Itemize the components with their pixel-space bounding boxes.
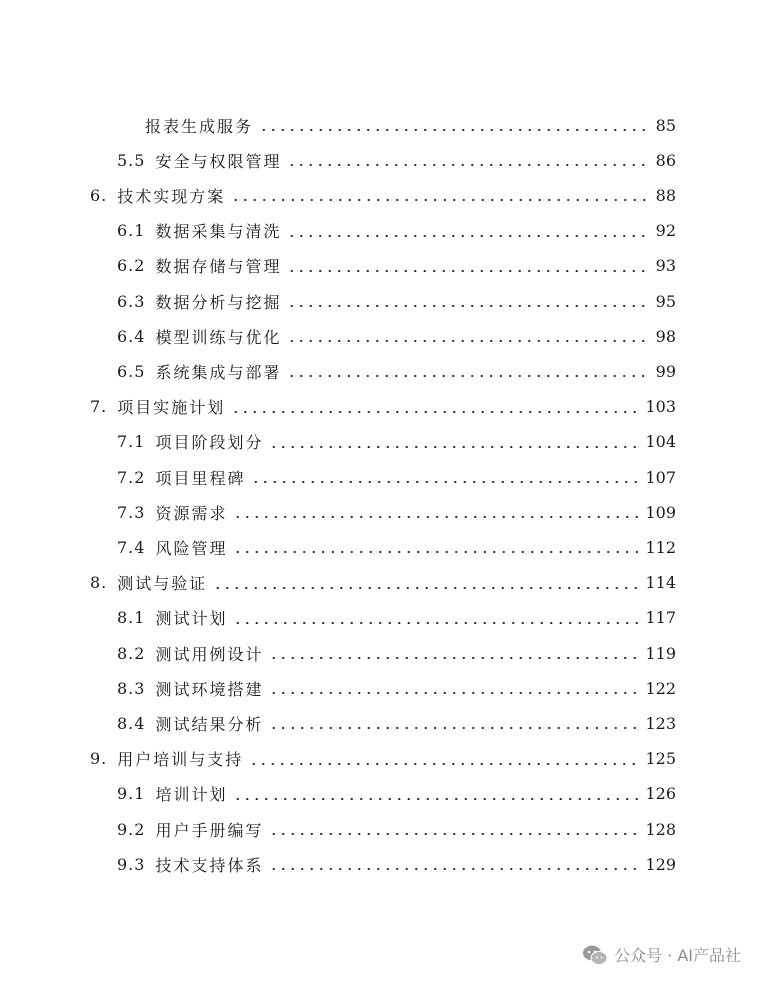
toc-entry-page-number: 86 [655, 150, 676, 170]
toc-entry[interactable] [145, 110, 676, 140]
toc-entry-number: 8.1 [117, 608, 146, 628]
toc-dot-leader [269, 833, 641, 835]
toc-entry-title: 项目实施计划 [117, 398, 226, 418]
toc-dot-leader [269, 446, 641, 448]
toc-entry-title: 测试用例设计 [155, 644, 264, 664]
toc-entry-number: 8.2 [117, 643, 146, 663]
toc-entry-page-number: 109 [645, 502, 676, 522]
watermark-text: 公众号 · AI产品社 [614, 946, 741, 965]
toc-entry-number: 8.3 [117, 678, 146, 698]
toc-entry-page-number: 123 [645, 713, 676, 733]
toc-entry[interactable] [117, 286, 676, 316]
toc-entry[interactable] [117, 673, 676, 703]
toc-entry-number: 9.1 [117, 784, 146, 804]
toc-entry-title: 测试结果分析 [155, 714, 264, 734]
wechat-official-account-icon [582, 944, 608, 966]
toc-dot-leader [287, 270, 646, 272]
toc-entry-title: 安全与权限管理 [155, 151, 282, 171]
toc-dot-leader [287, 164, 646, 166]
toc-entry-title: 培训计划 [155, 785, 228, 805]
toc-entry-title: 数据采集与清洗 [155, 222, 282, 242]
toc-entry[interactable] [117, 532, 676, 562]
toc-entry[interactable] [117, 145, 676, 175]
toc-entry-number: 6.2 [117, 256, 146, 276]
toc-entry-page-number: 128 [645, 819, 676, 839]
toc-dot-leader [287, 305, 646, 307]
toc-entry-title: 用户培训与支持 [117, 750, 244, 770]
toc-dot-leader [233, 798, 641, 800]
toc-entry-page-number: 117 [645, 608, 676, 628]
toc-entry-number: 7.3 [117, 502, 146, 522]
toc-entry-page-number: 119 [645, 643, 676, 663]
toc-dot-leader [231, 199, 646, 201]
toc-entry-number: 8.4 [117, 713, 146, 733]
toc-entry-title: 报表生成服务 [145, 116, 254, 136]
toc-entry-title: 资源需求 [155, 503, 228, 523]
toc-entry-number: 9. [90, 749, 108, 769]
toc-entry-title: 项目里程碑 [155, 468, 246, 488]
toc-entry-page-number: 126 [645, 784, 676, 804]
toc-entry[interactable] [117, 603, 676, 633]
toc-entry[interactable] [117, 849, 676, 879]
toc-entry-title: 风险管理 [155, 538, 228, 558]
toc-entry-title: 数据分析与挖掘 [155, 292, 282, 312]
toc-entry[interactable] [90, 568, 676, 598]
toc-entry[interactable] [117, 321, 676, 351]
toc-entry-page-number: 122 [645, 678, 676, 698]
toc-entry-number: 7.2 [117, 467, 146, 487]
toc-entry[interactable] [117, 427, 676, 457]
toc-dot-leader [269, 727, 641, 729]
toc-entry[interactable] [117, 251, 676, 281]
toc-entry[interactable] [117, 216, 676, 246]
toc-dot-leader [287, 375, 646, 377]
toc-entry-page-number: 99 [655, 361, 676, 381]
toc-dot-leader [249, 763, 641, 765]
toc-dot-leader [269, 868, 641, 870]
toc-entry-title: 技术实现方案 [117, 186, 226, 206]
toc-entry-title: 模型训练与优化 [155, 327, 282, 347]
toc-entry-page-number: 85 [655, 115, 676, 135]
toc-dot-leader [231, 411, 641, 413]
toc-entry[interactable] [117, 462, 676, 492]
toc-entry-number: 6.5 [117, 361, 146, 381]
toc-entry-number: 7.1 [117, 432, 146, 452]
toc-dot-leader [269, 692, 641, 694]
toc-entry-title: 测试计划 [155, 609, 228, 629]
toc-entry-number: 6.3 [117, 291, 146, 311]
watermark [582, 943, 741, 966]
toc-entry[interactable] [117, 356, 676, 386]
toc-entry-page-number: 129 [645, 854, 676, 874]
toc-dot-leader [251, 481, 641, 483]
toc-entry-number: 7.4 [117, 537, 146, 557]
toc-entry-page-number: 104 [645, 432, 676, 452]
toc-entry-number: 9.3 [117, 854, 146, 874]
toc-dot-leader [233, 551, 641, 553]
toc-entry[interactable] [117, 638, 676, 668]
toc-entry-page-number: 112 [645, 537, 676, 557]
toc-entry-title: 系统集成与部署 [155, 362, 282, 382]
toc-entry-number: 9.2 [117, 819, 146, 839]
toc-entry-page-number: 88 [655, 185, 676, 205]
toc-entry-title: 项目阶段划分 [155, 433, 264, 453]
toc-entry-title: 技术支持体系 [155, 855, 264, 875]
toc-entry[interactable] [90, 744, 676, 774]
toc-entry[interactable] [90, 180, 676, 210]
toc-entry-number: 6.4 [117, 326, 146, 346]
toc-entry[interactable] [117, 779, 676, 809]
toc-dot-leader [259, 129, 646, 131]
toc-dot-leader [287, 235, 646, 237]
toc-entry-title: 用户手册编写 [155, 820, 264, 840]
toc-entry[interactable] [117, 814, 676, 844]
toc-entry-page-number: 114 [645, 573, 676, 593]
toc-entry-number: 5.5 [117, 150, 146, 170]
toc-entry-number: 6. [90, 185, 108, 205]
toc-entry-page-number: 92 [655, 221, 676, 241]
toc-entry[interactable] [90, 392, 676, 422]
toc-dot-leader [233, 516, 641, 518]
toc-entry[interactable] [117, 708, 676, 738]
toc-dot-leader [233, 622, 641, 624]
toc-entry-number: 7. [90, 397, 108, 417]
toc-entry-title: 数据存储与管理 [155, 257, 282, 277]
toc-entry-number: 8. [90, 573, 108, 593]
toc-entry-page-number: 98 [655, 326, 676, 346]
toc-entry-page-number: 93 [655, 256, 676, 276]
toc-entry-title: 测试环境搭建 [155, 679, 264, 699]
toc-entry-number: 6.1 [117, 221, 146, 241]
toc-entry-page-number: 125 [645, 749, 676, 769]
toc-dot-leader [213, 587, 641, 589]
toc-dot-leader [287, 340, 646, 342]
toc-dot-leader [269, 657, 641, 659]
toc-entry-page-number: 107 [645, 467, 676, 487]
toc-entry-title: 测试与验证 [117, 574, 208, 594]
toc-entry[interactable] [117, 497, 676, 527]
toc-entry-page-number: 103 [645, 397, 676, 417]
toc-entry-page-number: 95 [655, 291, 676, 311]
